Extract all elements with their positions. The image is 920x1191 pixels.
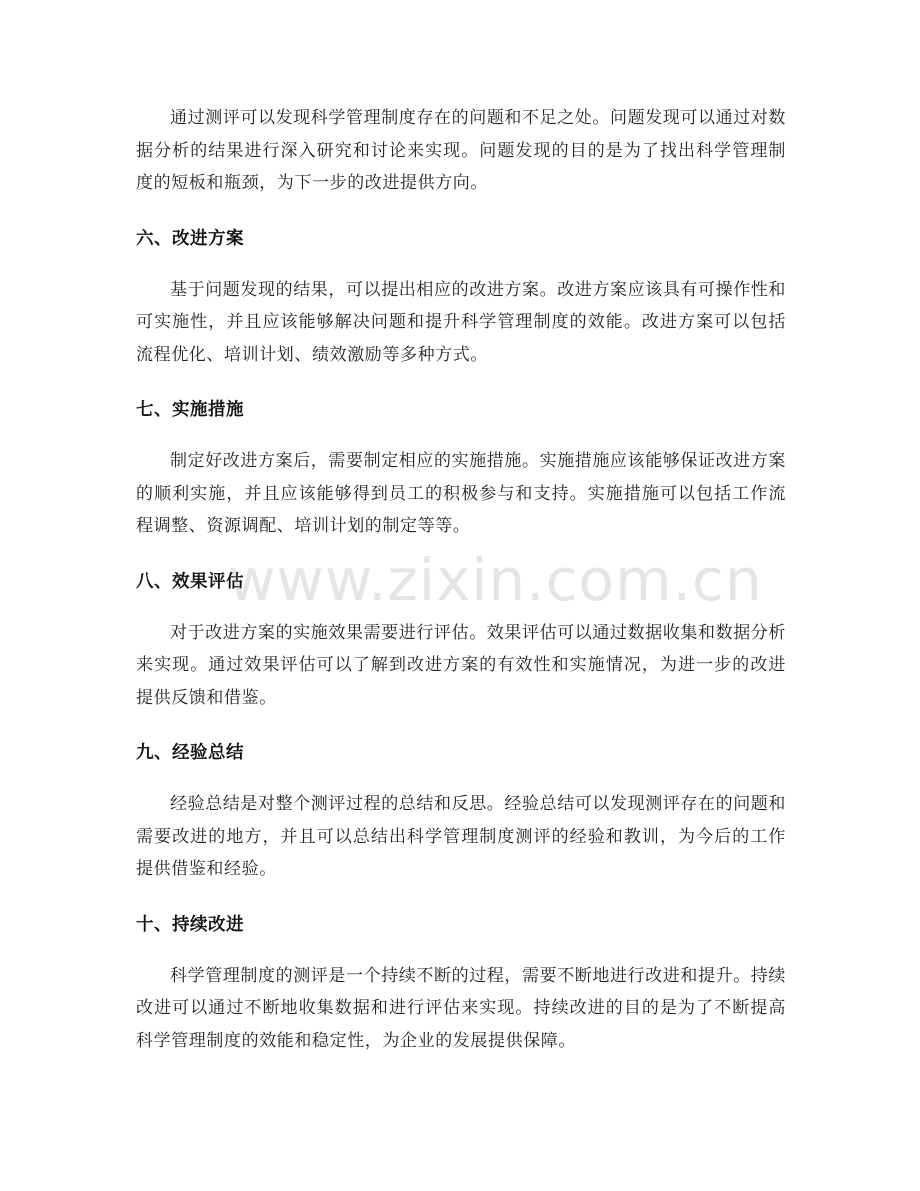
section-heading: 十、持续改进	[136, 914, 244, 935]
section-paragraph: 对于改进方案的实施效果需要进行评估。效果评估可以通过数据收集和数据分析来实现。通过效果评估可以了解到改进方案的有效性和实施情况，为进一步的改进提供反馈和借鉴。	[136, 622, 786, 708]
watermark: www.zixin.com.cn	[228, 546, 763, 614]
section-continuous-improvement	[136, 910, 786, 1058]
section-paragraph: 经验总结是对整个测评过程的总结和反思。经验总结可以发现测评存在的问题和需要改进的地方，并且可以总结出科学管理制度测评的经验和教训，为今后的工作提供借鉴和经验。	[136, 794, 786, 879]
section-paragraph: 科学管理制度的测评是一个持续不断的过程，需要不断地进行改进和提升。持续改进可以通过不断地收集数据和进行评估来实现。持续改进的目的是为了不断提高科学管理制度的效能和稳定性，为企业的发展提供保障。	[136, 965, 786, 1051]
intro-paragraph: 通过测评可以发现科学管理制度存在的问题和不足之处。问题发现可以通过对数据分析的结果进行深入研究和讨论来实现。问题发现的目的是为了找出科学管理制度的短板和瓶颈，为下一步的改进提供方向。	[136, 108, 786, 193]
section-experience-summary	[136, 738, 786, 886]
section-improvement-plan	[136, 224, 786, 372]
section-heading: 八、效果评估	[136, 571, 244, 592]
document-body	[136, 102, 786, 1057]
section-implementation-measures	[136, 395, 786, 543]
section-heading: 七、实施措施	[136, 400, 244, 420]
section-heading: 六、改进方案	[136, 228, 244, 249]
section-heading: 九、经验总结	[136, 743, 244, 763]
section-effect-evaluation	[136, 567, 786, 715]
section-paragraph: 基于问题发现的结果，可以提出相应的改进方案。改进方案应该具有可操作性和可实施性，并且应该能够解决问题和提升科学管理制度的效能。改进方案可以包括流程优化、培训计划、绩效激励等多种方式。	[136, 279, 786, 365]
section-paragraph: 制定好改进方案后，需要制定相应的实施措施。实施措施应该能够保证改进方案的顺利实施，并且应该能够得到员工的积极参与和支持。实施措施可以包括工作流程调整、资源调配、培训计划的制定等等。	[136, 451, 786, 536]
